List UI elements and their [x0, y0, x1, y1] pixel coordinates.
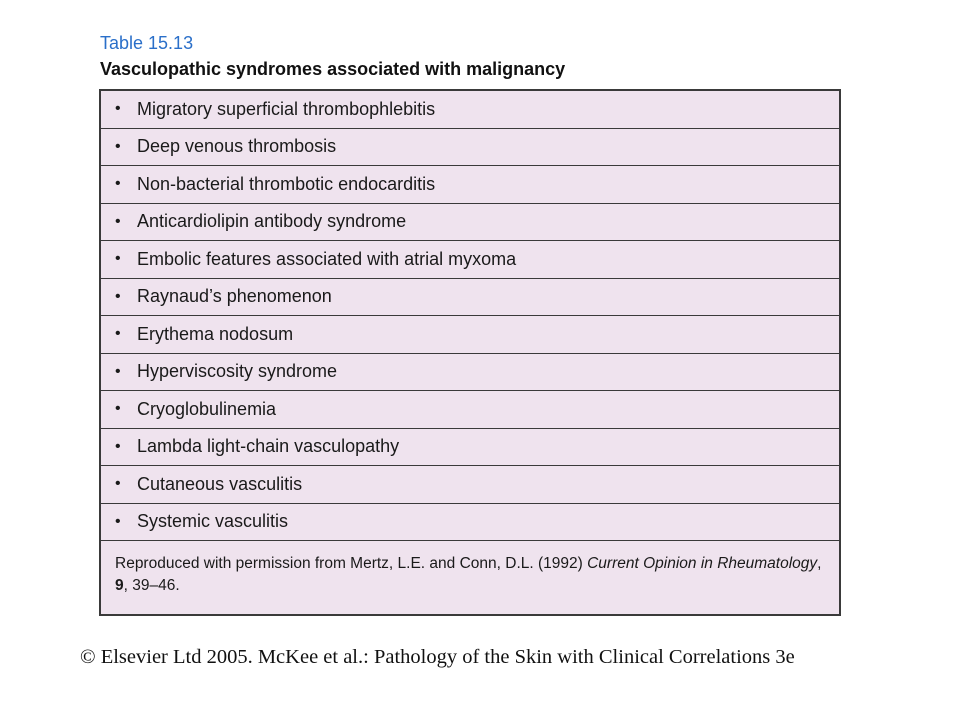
table-row [101, 91, 839, 129]
table-title: Vasculopathic syndromes associated with malignancy [100, 59, 566, 79]
bullet-icon: • [115, 212, 121, 230]
bullet-icon: • [115, 362, 121, 380]
footnote-separator: , [817, 555, 822, 572]
bullet-icon: • [115, 437, 121, 455]
table-row [101, 466, 839, 504]
row-text: Migratory superficial thrombophlebitis [137, 98, 436, 119]
bullet-icon: • [115, 325, 121, 343]
bullet-icon: • [115, 250, 121, 268]
bullet-icon: • [115, 512, 121, 530]
row-text: Cryoglobulinemia [137, 398, 277, 419]
table-footnote [101, 541, 839, 597]
table-row [101, 279, 839, 317]
row-text: Systemic vasculitis [137, 511, 289, 532]
copyright-notice: © Elsevier Ltd 2005. McKee et al.: Pathology of the Skin with Clinical Correlations 3e [80, 646, 795, 668]
row-text: Cutaneous vasculitis [137, 473, 303, 494]
row-text: Hyperviscosity syndrome [137, 361, 338, 382]
syndromes-table [99, 89, 841, 616]
footnote-pages: , 39–46. [123, 577, 180, 594]
table-row [101, 129, 839, 167]
table-row [101, 504, 839, 542]
table-label: Table 15.13 [100, 33, 194, 53]
footnote-prefix: Reproduced with permission from Mertz, L.E. and Conn, D.L. (1992) [115, 555, 588, 572]
bullet-icon: • [115, 175, 121, 193]
bullet-icon: • [115, 137, 121, 155]
bullet-icon: • [115, 100, 121, 118]
row-text: Anticardiolipin antibody syndrome [137, 211, 407, 232]
bullet-icon: • [115, 400, 121, 418]
bullet-icon: • [115, 475, 121, 493]
row-text: Non-bacterial thrombotic endocarditis [137, 173, 436, 194]
table-row [101, 316, 839, 354]
bullet-icon: • [115, 287, 121, 305]
table-row [101, 391, 839, 429]
table-row [101, 204, 839, 242]
footnote-volume: 9 [115, 577, 124, 594]
table-row [101, 354, 839, 392]
table-row [101, 241, 839, 279]
footnote-journal: Current Opinion in Rheumatology [587, 555, 818, 572]
row-text: Lambda light-chain vasculopathy [137, 436, 400, 457]
table-row [101, 429, 839, 467]
table-row [101, 166, 839, 204]
row-text: Erythema nodosum [137, 323, 294, 344]
row-text: Embolic features associated with atrial myxoma [137, 248, 517, 269]
row-text: Deep venous thrombosis [137, 136, 337, 157]
row-text: Raynaud’s phenomenon [137, 286, 332, 307]
